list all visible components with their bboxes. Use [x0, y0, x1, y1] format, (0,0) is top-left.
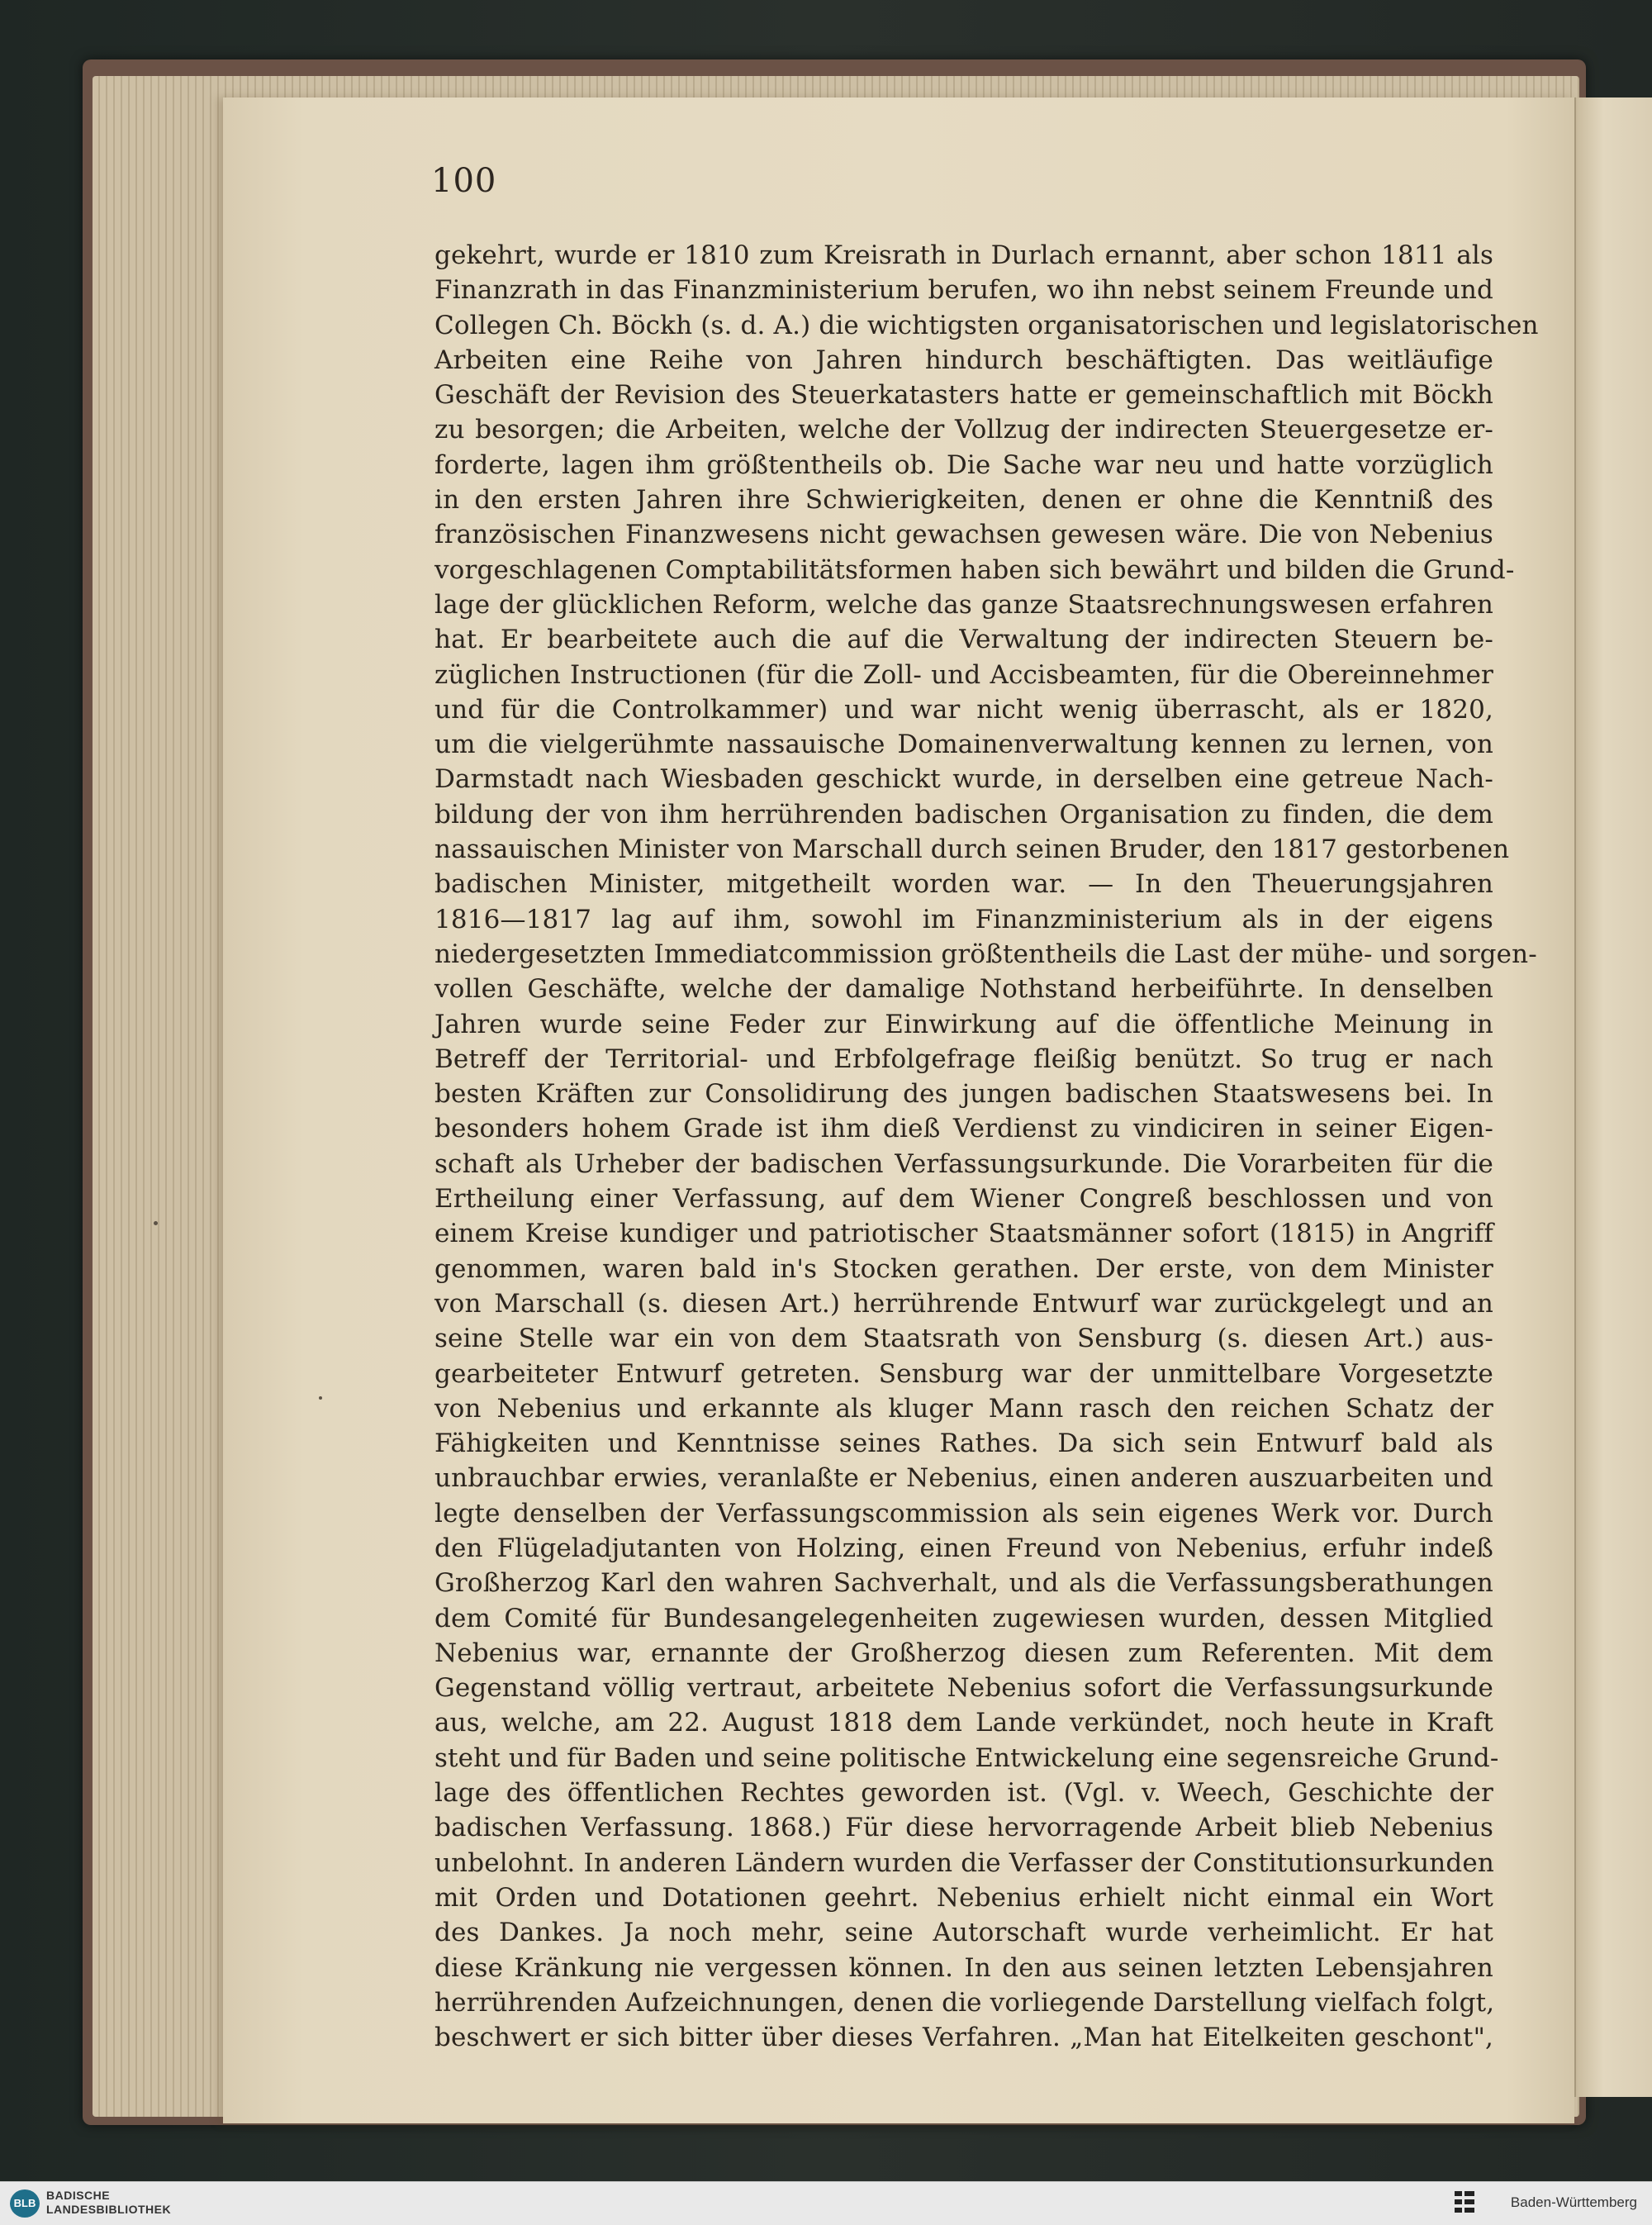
text-line: hat. Er bearbeitete auch die auf die Verwaltung der indirecten Steuern be-: [434, 625, 1493, 655]
text-line: diese Kränkung nie vergessen können. In den aus seinen letzten Lebensjahren: [434, 1952, 1493, 1983]
text-line: des Dankes. Ja noch mehr, seine Autorschaft wurde verheimlicht. Er hat: [434, 1918, 1493, 1948]
text-line: den Flügeladjutanten von Holzing, einen Freund von Nebenius, erfuhr indeß: [434, 1533, 1493, 1563]
text-line: Großherzog Karl den wahren Sachverhalt, und als die Verfassungsberathungen: [434, 1568, 1493, 1599]
text-line: seine Stelle war ein von dem Staatsrath von Sensburg (s. diesen Art.) aus-: [434, 1324, 1493, 1354]
text-line: in den ersten Jahren ihre Schwierigkeiten, denen er ohne die Kenntniß des: [434, 485, 1493, 516]
text-line: Betreff der Territorial- und Erbfolgefrage fleißig benützt. So trug er nach: [434, 1044, 1493, 1074]
text-line: aus, welche, am 22. August 1818 dem Lande verkündet, noch heute in Kraft: [434, 1708, 1493, 1738]
text-line: Fähigkeiten und Kenntnisse seines Rathes. Da sich sein Entwurf bald als: [434, 1429, 1493, 1459]
text-line: besten Kräften zur Consolidirung des jungen badischen Staatswesens bei. In: [434, 1079, 1493, 1110]
facing-page-edge: [1574, 97, 1652, 2097]
text-line: lage des öffentlichen Rechtes geworden ist. (Vgl. v. Weech, Geschichte der: [434, 1778, 1493, 1809]
text-line: Nebenius war, ernannte der Großherzog diesen zum Referenten. Mit dem: [434, 1638, 1493, 1668]
text-line: von Marschall (s. diesen Art.) herrührende Entwurf war zurückgelegt und an: [434, 1288, 1493, 1319]
body-text: [434, 238, 1539, 2055]
text-line: beschwert er sich bitter über dieses Verfahren. „Man hat Eitelkeiten geschont",: [434, 2023, 1493, 2053]
text-line: unbrauchbar erwies, veranlaßte er Nebenius, einen anderen auszuarbeiten und: [434, 1463, 1493, 1494]
text-line: genommen, waren bald in's Stocken gerathen. Der erste, von dem Minister: [434, 1253, 1493, 1284]
text-line: bildung der von ihm herrührenden badischen Organisation zu finden, die dem: [434, 799, 1493, 830]
text-line: forderte, lagen ihm größtentheils ob. Die Sache war neu und hatte vorzüglich: [434, 449, 1493, 480]
text-line: gekehrt, wurde er 1810 zum Kreisrath in Durlach ernannt, aber schon 1811 als: [434, 240, 1493, 270]
blb-logo-icon[interactable]: BLB: [10, 2189, 40, 2218]
text-line: von Nebenius und erkannte als kluger Mann rasch den reichen Schatz der: [434, 1393, 1493, 1424]
text-line: gearbeiteter Entwurf getreten. Sensburg war der unmittelbare Vorgesetzte: [434, 1358, 1493, 1389]
text-line: badischen Verfassung. 1868.) Für diese hervorragende Arbeit blieb Nebenius: [434, 1813, 1493, 1843]
library-name[interactable]: [46, 2189, 171, 2217]
text-line: einem Kreise kundiger und patriotischer Staatsmänner sofort (1815) in Angriff: [434, 1219, 1493, 1249]
text-line: nassauischen Minister von Marschall durch seinen Bruder, den 1817 gestorbenen: [434, 834, 1510, 865]
library-name-line2: LANDESBIBLIOTHEK: [46, 2203, 172, 2216]
text-line: schaft als Urheber der badischen Verfassungsurkunde. Die Vorarbeiten für die: [434, 1148, 1493, 1179]
text-line: Jahren wurde seine Feder zur Einwirkung auf die öffentliche Meinung in: [434, 1009, 1493, 1039]
text-line: legte denselben der Verfassungscommission als sein eigenes Werk vor. Durch: [434, 1498, 1493, 1528]
baden-wuerttemberg-crest-icon: [1452, 2189, 1477, 2218]
text-line: Finanzrath in das Finanzministerium berufen, wo ihn nebst seinem Freunde und: [434, 275, 1493, 306]
text-line: Ertheilung einer Verfassung, auf dem Wiener Congreß beschlossen und von: [434, 1184, 1493, 1215]
text-line: vorgeschlagenen Comptabilitätsformen haben sich bewährt und bilden die Grund-: [434, 554, 1515, 585]
library-name-line1: BADISCHE: [46, 2189, 111, 2202]
text-line: französischen Finanzwesens nicht gewachsen gewesen wäre. Die von Nebenius: [434, 520, 1493, 550]
text-line: niedergesetzten Immediatcommission größtentheils die Last der mühe- und sorgen-: [434, 939, 1537, 969]
text-line: zu besorgen; die Arbeiten, welche der Vollzug der indirecten Steuergesetze er-: [434, 415, 1493, 445]
text-line: badischen Minister, mitgetheilt worden war. — In den Theuerungsjahren: [434, 869, 1493, 900]
text-line: lage der glücklichen Reform, welche das ganze Staatsrechnungswesen erfahren: [434, 589, 1493, 620]
text-line: herrührenden Aufzeichnungen, denen die vorliegende Darstellung vielfach folgt,: [434, 1987, 1495, 2018]
text-line: dem Comité für Bundesangelegenheiten zugewiesen wurden, dessen Mitglied: [434, 1603, 1493, 1633]
text-line: züglichen Instructionen (für die Zoll- und Accisbeamten, für die Obereinnehmer: [434, 659, 1493, 690]
state-name[interactable]: Baden-Württemberg: [1510, 2194, 1637, 2210]
page-number: 100: [431, 162, 497, 200]
text-line: 1816—1817 lag auf ihm, sowohl im Finanzministerium als in der eigens: [434, 904, 1493, 934]
text-line: und für die Controlkammer) und war nicht wenig überrascht, als er 1820,: [434, 694, 1493, 725]
text-line: Geschäft der Revision des Steuerkatasters hatte er gemeinschaftlich mit Böckh: [434, 380, 1493, 411]
paper-speck: [319, 1396, 322, 1400]
text-line: unbelohnt. In anderen Ländern wurden die Verfasser der Constitutionsurkunden: [434, 1847, 1495, 1878]
text-line: Collegen Ch. Böckh (s. d. A.) die wichtigsten organisatorischen und legislatorischen: [434, 310, 1539, 340]
text-line: um die vielgerühmte nassauische Domainenverwaltung kennen zu lernen, von: [434, 730, 1493, 760]
text-line: besonders hohem Grade ist ihm dieß Verdienst zu vindiciren in seiner Eigen-: [434, 1114, 1493, 1144]
paper-speck: [154, 1221, 158, 1225]
text-line: Gegenstand völlig vertraut, arbeitete Nebenius sofort die Verfassungsurkunde: [434, 1673, 1493, 1704]
text-line: steht und für Baden und seine politische Entwickelung eine segensreiche Grund-: [434, 1742, 1499, 1773]
text-line: mit Orden und Dotationen geehrt. Nebenius erhielt nicht einmal ein Wort: [434, 1882, 1493, 1913]
text-line: Darmstadt nach Wiesbaden geschickt wurde, in derselben eine getreue Nach-: [434, 764, 1493, 795]
text-line: vollen Geschäfte, welche der damalige Nothstand herbeiführte. In denselben: [434, 974, 1493, 1005]
viewer-footer: [0, 2181, 1652, 2225]
text-line: Arbeiten eine Reihe von Jahren hindurch beschäftigten. Das weitläufige: [434, 345, 1493, 375]
